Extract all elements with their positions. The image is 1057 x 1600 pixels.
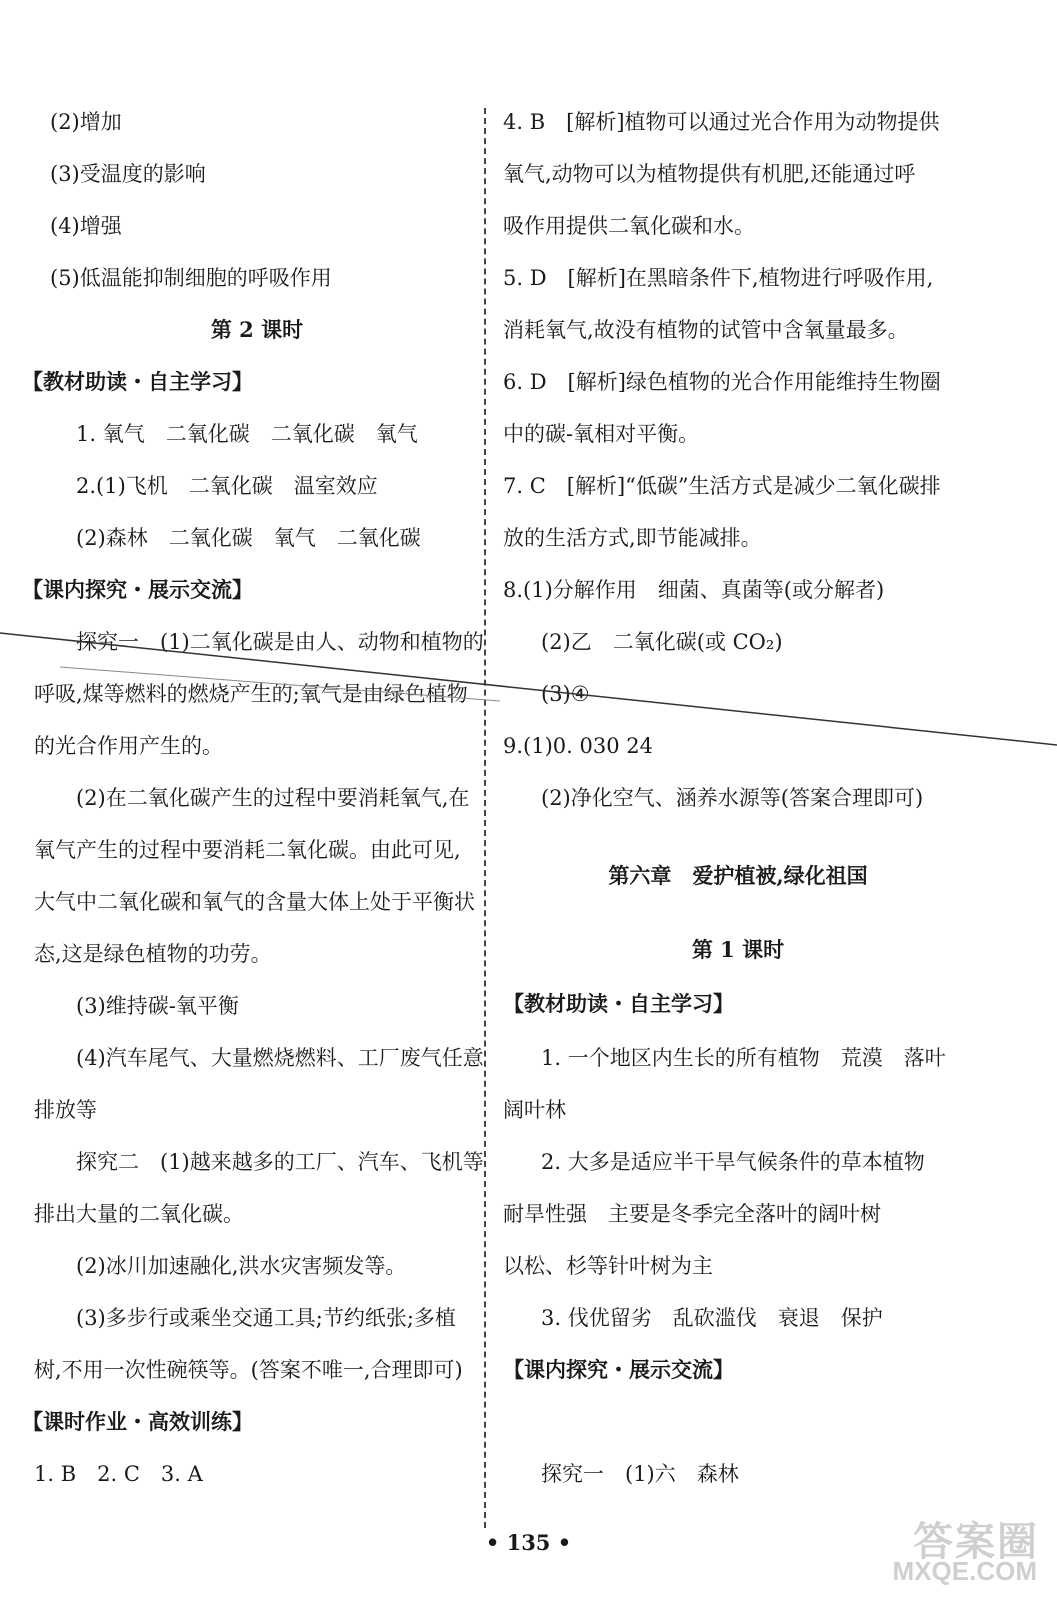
text-line: 中的碳-氧相对平衡。 bbox=[503, 422, 700, 446]
text-line: (2)冰川加速融化,洪水灾害频发等。 bbox=[76, 1254, 407, 1278]
section-title: 第 1 课时 bbox=[691, 937, 785, 962]
text-line: 8.(1)分解作用 细菌、真菌等(或分解者) bbox=[503, 578, 885, 602]
text-line: 探究二 (1)越来越多的工厂、汽车、飞机等 bbox=[76, 1150, 484, 1174]
section-heading: 【课内探究・展示交流】 bbox=[503, 1357, 734, 1382]
text-line: (3)多步行或乘坐交通工具;节约纸张;多植 bbox=[76, 1306, 456, 1330]
text-line: (4)增强 bbox=[50, 214, 122, 238]
text-line: 大气中二氧化碳和氧气的含量大体上处于平衡状 bbox=[34, 890, 475, 914]
text-line: 的光合作用产生的。 bbox=[34, 734, 223, 758]
column-divider bbox=[484, 108, 486, 1528]
text-line: (2)净化空气、涵养水源等(答案合理即可) bbox=[541, 786, 924, 810]
text-line: 2. 大多是适应半干旱气候条件的草本植物 bbox=[541, 1150, 925, 1174]
section-title: 第 2 课时 bbox=[210, 317, 304, 342]
text-line: 吸作用提供二氧化碳和水。 bbox=[503, 214, 755, 238]
text-line: 探究一 (1)二氧化碳是由人、动物和植物的 bbox=[76, 630, 484, 654]
text-line: 2.(1)飞机 二氧化碳 温室效应 bbox=[76, 474, 378, 498]
section-heading: 【教材助读・自主学习】 bbox=[22, 369, 253, 394]
text-line: 6. D [解析]绿色植物的光合作用能维持生物圈 bbox=[503, 370, 941, 394]
text-line: (3)④ bbox=[541, 682, 590, 706]
text-line: (2)森林 二氧化碳 氧气 二氧化碳 bbox=[76, 526, 421, 550]
text-line: 7. C [解析]“低碳”生活方式是减少二氧化碳排 bbox=[503, 474, 941, 498]
watermark-text-en: MXQE.COM bbox=[892, 1556, 1037, 1586]
section-heading: 【教材助读・自主学习】 bbox=[503, 991, 734, 1016]
text-line: 9.(1)0. 030 24 bbox=[503, 734, 653, 758]
text-line: (4)汽车尾气、大量燃烧燃料、工厂废气任意 bbox=[76, 1046, 484, 1070]
text-line: (5)低温能抑制细胞的呼吸作用 bbox=[50, 266, 332, 290]
text-line: 放的生活方式,即节能减排。 bbox=[503, 526, 762, 550]
page-number: • 135 • bbox=[485, 1530, 572, 1555]
text-line: 消耗氧气,故没有植物的试管中含氧量最多。 bbox=[503, 318, 909, 342]
text-line: 耐旱性强 主要是冬季完全落叶的阔叶树 bbox=[503, 1202, 881, 1226]
watermark-logo bbox=[868, 1510, 1043, 1590]
text-line: 以松、杉等针叶树为主 bbox=[503, 1254, 713, 1278]
text-line: 排放等 bbox=[34, 1098, 97, 1122]
text-line: 阔叶林 bbox=[503, 1098, 566, 1122]
text-line: 氧气,动物可以为植物提供有机肥,还能通过呼 bbox=[503, 162, 916, 186]
text-line: 态,这是绿色植物的功劳。 bbox=[34, 942, 272, 966]
text-line: 1. 一个地区内生长的所有植物 荒漠 落叶 bbox=[541, 1046, 946, 1070]
watermark-text-cn: 答案圈 bbox=[913, 1518, 1039, 1565]
text-line: 5. D [解析]在黑暗条件下,植物进行呼吸作用, bbox=[503, 266, 934, 290]
text-line: 氧气产生的过程中要消耗二氧化碳。由此可见, bbox=[34, 838, 461, 862]
text-line: 树,不用一次性碗筷等。(答案不唯一,合理即可) bbox=[34, 1358, 463, 1382]
text-line: (3)维持碳-氧平衡 bbox=[76, 994, 239, 1018]
text-line: (2)乙 二氧化碳(或 CO₂) bbox=[541, 630, 783, 654]
section-heading: 【课时作业・高效训练】 bbox=[22, 1409, 253, 1434]
text-line: (2)增加 bbox=[50, 110, 122, 134]
text-line: 4. B [解析]植物可以通过光合作用为动物提供 bbox=[503, 110, 940, 134]
text-line: 1. B 2. C 3. A bbox=[34, 1462, 203, 1486]
section-heading: 【课内探究・展示交流】 bbox=[22, 577, 253, 602]
text-line: 1. 氧气 二氧化碳 二氧化碳 氧气 bbox=[76, 422, 418, 446]
text-line: 3. 伐优留劣 乱砍滥伐 衰退 保护 bbox=[541, 1306, 883, 1330]
text-line: 呼吸,煤等燃料的燃烧产生的;氧气是由绿色植物 bbox=[34, 682, 468, 706]
text-line: (3)受温度的影响 bbox=[50, 162, 206, 186]
text-line: 排出大量的二氧化碳。 bbox=[34, 1202, 244, 1226]
text-line: 探究一 (1)六 森林 bbox=[541, 1462, 739, 1486]
chapter-title: 第六章 爱护植被,绿化祖国 bbox=[608, 863, 868, 888]
text-line: (2)在二氧化碳产生的过程中要消耗氧气,在 bbox=[76, 786, 470, 810]
